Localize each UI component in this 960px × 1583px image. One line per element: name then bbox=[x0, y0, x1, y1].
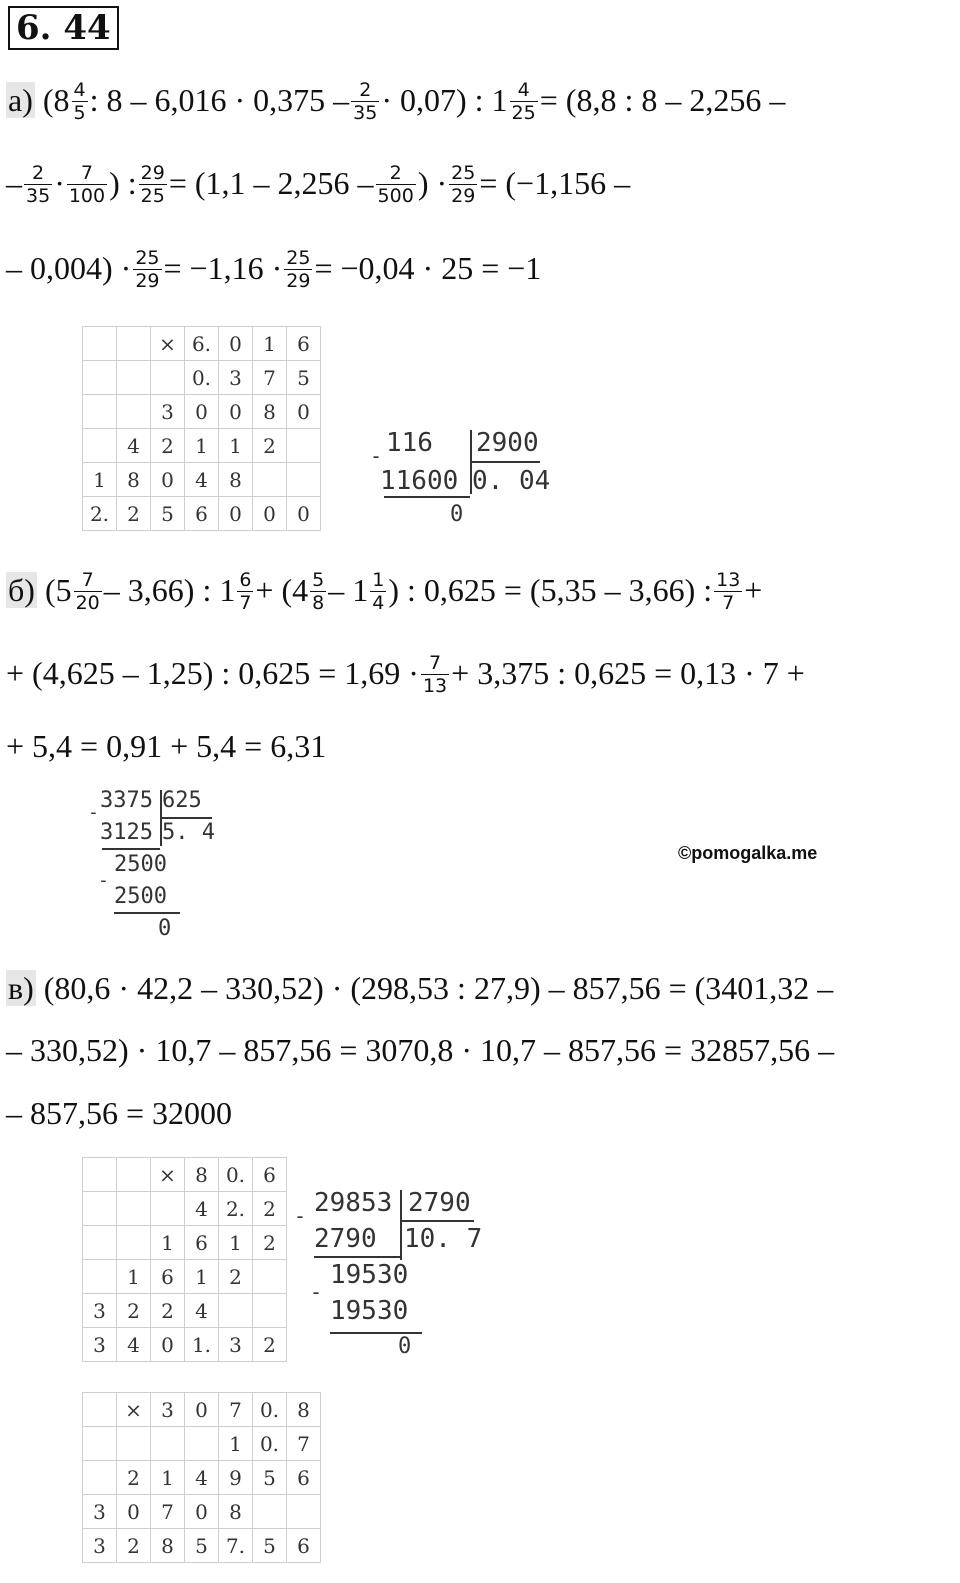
part-a-label: а) bbox=[8, 82, 33, 118]
grid-cell: 2 bbox=[253, 1192, 287, 1226]
grid-row bbox=[83, 395, 321, 429]
grid-cell bbox=[185, 1427, 219, 1461]
grid-cell: 2 bbox=[117, 1294, 151, 1328]
grid-cell: × bbox=[151, 1158, 185, 1192]
fraction: $\frac{7}{100}$ bbox=[68, 162, 106, 208]
grid-cell: 6 bbox=[151, 1260, 185, 1294]
grid-cell bbox=[117, 395, 151, 429]
grid-cell: 2. bbox=[83, 497, 117, 531]
grid-cell: 5 bbox=[287, 361, 321, 395]
grid-cell: 6 bbox=[185, 1226, 219, 1260]
part-a-line-3: – 0,004) · $\frac{25}{29}$ = −1,16 · $\frac{25}{29}$ = −0,04 · 25 = −1 bbox=[6, 247, 542, 293]
grid-cell: 1. bbox=[185, 1328, 219, 1362]
grid-cell bbox=[253, 1495, 287, 1529]
grid-cell bbox=[83, 361, 117, 395]
grid-cell: 2 bbox=[117, 1529, 151, 1563]
part-a-line-2: – $\frac{2}{35}$ · $\frac{7}{100}$ ) : $\frac{29}{25}$ = (1,1 – 2,256 – $\frac{2}{500}$ ) · $\frac{25}{29}$ = (−1,156 – bbox=[6, 162, 631, 208]
long-division-b: - 3375 625 3125 5. 4 2500 - 2500 0 bbox=[88, 788, 215, 941]
grid-cell: 1 bbox=[185, 429, 219, 463]
grid-cell: 3 bbox=[151, 1393, 185, 1427]
fraction: $\frac{25}{29}$ bbox=[451, 162, 476, 208]
grid-cell bbox=[83, 1427, 117, 1461]
grid-cell: 3 bbox=[83, 1495, 117, 1529]
grid-row bbox=[83, 1427, 321, 1461]
grid-row bbox=[83, 497, 321, 531]
grid-cell bbox=[287, 429, 321, 463]
grid-cell: 2. bbox=[219, 1192, 253, 1226]
long-division-c: - 29853 2790 2790 10. 7 19530 - 19530 0 bbox=[294, 1188, 483, 1359]
grid-cell: 6 bbox=[185, 497, 219, 531]
grid-cell bbox=[83, 1226, 117, 1260]
grid-cell: 0 bbox=[253, 497, 287, 531]
grid-row bbox=[83, 1529, 321, 1563]
grid-cell: 0 bbox=[185, 395, 219, 429]
grid-cell: 7 bbox=[219, 1393, 253, 1427]
grid-cell: 3 bbox=[83, 1529, 117, 1563]
grid-cell: 4 bbox=[185, 1294, 219, 1328]
grid-cell bbox=[83, 1260, 117, 1294]
grid-cell bbox=[287, 1495, 321, 1529]
grid-cell bbox=[219, 1294, 253, 1328]
grid-cell: 1 bbox=[253, 327, 287, 361]
grid-cell: 6. bbox=[185, 327, 219, 361]
grid-cell bbox=[151, 361, 185, 395]
part-c-label: в) bbox=[8, 970, 34, 1006]
grid-cell: 4 bbox=[117, 1328, 151, 1362]
grid-cell: 1 bbox=[219, 1427, 253, 1461]
grid-cell: 0 bbox=[117, 1495, 151, 1529]
fraction: $\frac{5}{8}$ bbox=[312, 569, 325, 615]
grid-cell: 1 bbox=[185, 1260, 219, 1294]
grid-row bbox=[83, 327, 321, 361]
part-a-line-1: а) (8 $\frac{4}{5}$ : 8 – 6,016 · 0,375 – $\frac{2}{35}$ · 0,07) : 1 $\frac{4}{25}$ = (8,8 : 8 – 2,256 – bbox=[8, 79, 786, 125]
grid-cell bbox=[83, 395, 117, 429]
grid-row bbox=[83, 1226, 287, 1260]
grid-cell: 0 bbox=[185, 1495, 219, 1529]
problem-number: 6. 44 bbox=[8, 6, 119, 50]
grid-cell: 8 bbox=[151, 1529, 185, 1563]
grid-cell: 0 bbox=[287, 395, 321, 429]
grid-row bbox=[83, 1192, 287, 1226]
grid-cell bbox=[83, 1461, 117, 1495]
grid-cell: × bbox=[117, 1393, 151, 1427]
fraction: $\frac{13}{7}$ bbox=[716, 569, 741, 615]
grid-cell bbox=[117, 1158, 151, 1192]
grid-cell: 1 bbox=[151, 1226, 185, 1260]
grid-cell: 8 bbox=[185, 1158, 219, 1192]
grid-cell: 6 bbox=[287, 1529, 321, 1563]
grid-row bbox=[83, 1461, 321, 1495]
grid-cell bbox=[83, 429, 117, 463]
grid-cell: 1 bbox=[151, 1461, 185, 1495]
grid-cell: 5 bbox=[151, 497, 185, 531]
fraction: $\frac{25}{29}$ bbox=[135, 247, 160, 293]
grid-cell: 9 bbox=[219, 1461, 253, 1495]
grid-cell: 4 bbox=[185, 463, 219, 497]
fraction: $\frac{1}{4}$ bbox=[372, 569, 385, 615]
grid-cell: 0 bbox=[219, 327, 253, 361]
grid-cell: 3 bbox=[83, 1294, 117, 1328]
grid-cell bbox=[151, 1192, 185, 1226]
grid-cell: 0 bbox=[219, 395, 253, 429]
grid-row bbox=[83, 1393, 321, 1427]
grid-cell: 4 bbox=[117, 429, 151, 463]
grid-cell: 1 bbox=[219, 1226, 253, 1260]
part-b-line-1: б) (5 $\frac{7}{20}$ – 3,66) : 1 $\frac{6}{7}$ + (4 $\frac{5}{8}$ – 1 $\frac{1}{4}$ ) : 0,625 = (5,35 – 3,66) : $\frac{13}{7}$ + bbox=[8, 569, 763, 615]
part-c-line-2: – 330,52) · 10,7 – 857,56 = 3070,8 · 10,7 – 857,56 = 32857,56 – bbox=[6, 1032, 835, 1068]
grid-cell: 8 bbox=[219, 463, 253, 497]
grid-cell bbox=[83, 1158, 117, 1192]
fraction: $\frac{7}{13}$ bbox=[422, 652, 448, 698]
grid-cell bbox=[117, 327, 151, 361]
part-b-label: б) bbox=[8, 572, 35, 608]
fraction: $\frac{4}{5}$ bbox=[73, 79, 86, 125]
grid-cell: 5 bbox=[253, 1529, 287, 1563]
grid-cell: 8 bbox=[287, 1393, 321, 1427]
grid-cell: 8 bbox=[117, 463, 151, 497]
grid-cell: 3 bbox=[219, 361, 253, 395]
grid-cell: 7. bbox=[219, 1529, 253, 1563]
grid-cell: 2 bbox=[117, 1461, 151, 1495]
grid-cell: 0 bbox=[151, 1328, 185, 1362]
grid-row bbox=[83, 1260, 287, 1294]
grid-cell: 2 bbox=[117, 497, 151, 531]
grid-cell: 2 bbox=[253, 429, 287, 463]
part-b-line-2: + (4,625 – 1,25) : 0,625 = 1,69 · $\frac{7}{13}$ + 3,375 : 0,625 = 0,13 · 7 + bbox=[6, 652, 805, 698]
fraction: $\frac{2}{35}$ bbox=[26, 162, 51, 208]
grid-cell: 8 bbox=[219, 1495, 253, 1529]
grid-row bbox=[83, 1158, 287, 1192]
grid-cell: 2 bbox=[253, 1226, 287, 1260]
grid-cell bbox=[83, 1393, 117, 1427]
grid-cell bbox=[287, 463, 321, 497]
grid-cell: 0 bbox=[151, 463, 185, 497]
grid-cell bbox=[117, 361, 151, 395]
grid-cell: 2 bbox=[253, 1328, 287, 1362]
grid-cell: 8 bbox=[253, 395, 287, 429]
part-c-line-3: – 857,56 = 32000 bbox=[6, 1095, 233, 1131]
grid-cell: × bbox=[151, 327, 185, 361]
grid-cell: 2 bbox=[151, 1294, 185, 1328]
grid-cell: 7 bbox=[151, 1495, 185, 1529]
grid-cell bbox=[83, 1192, 117, 1226]
grid-cell: 0. bbox=[253, 1427, 287, 1461]
fraction: $\frac{29}{25}$ bbox=[140, 162, 165, 208]
grid-cell: 6 bbox=[287, 1461, 321, 1495]
grid-row bbox=[83, 429, 321, 463]
grid-cell: 1 bbox=[219, 429, 253, 463]
fraction: $\frac{2}{500}$ bbox=[377, 162, 414, 208]
grid-cell: 6 bbox=[253, 1158, 287, 1192]
grid-cell: 0 bbox=[287, 497, 321, 531]
grid-cell: 0. bbox=[253, 1393, 287, 1427]
part-c-line-1: в) (80,6 · 42,2 – 330,52) · (298,53 : 27,9) – 857,56 = (3401,32 – bbox=[8, 970, 834, 1006]
grid-cell: 5 bbox=[185, 1529, 219, 1563]
grid-cell bbox=[253, 1294, 287, 1328]
grid-cell: 0 bbox=[219, 497, 253, 531]
grid-cell: 3 bbox=[83, 1328, 117, 1362]
grid-cell: 0. bbox=[219, 1158, 253, 1192]
fraction: $\frac{7}{20}$ bbox=[75, 569, 100, 615]
grid-cell: 7 bbox=[287, 1427, 321, 1461]
grid-row bbox=[83, 1294, 287, 1328]
part-b-line-3: + 5,4 = 0,91 + 5,4 = 6,31 bbox=[6, 728, 327, 764]
grid-cell: 2 bbox=[219, 1260, 253, 1294]
grid-cell: 4 bbox=[185, 1461, 219, 1495]
watermark: ©pomogalka.me bbox=[678, 843, 818, 863]
grid-cell: 2 bbox=[151, 429, 185, 463]
grid-cell bbox=[83, 327, 117, 361]
fraction: $\frac{2}{35}$ bbox=[353, 79, 378, 125]
grid-cell bbox=[117, 1427, 151, 1461]
fraction: $\frac{6}{7}$ bbox=[239, 569, 252, 615]
grid-row bbox=[83, 463, 321, 497]
grid-cell bbox=[253, 1260, 287, 1294]
grid-cell: 0. bbox=[185, 361, 219, 395]
multiplication-grid-c-2 bbox=[82, 1392, 321, 1563]
grid-cell: 4 bbox=[185, 1192, 219, 1226]
grid-row bbox=[83, 1328, 287, 1362]
grid-cell: 1 bbox=[83, 463, 117, 497]
fraction: $\frac{4}{25}$ bbox=[511, 79, 536, 125]
grid-cell bbox=[151, 1427, 185, 1461]
grid-cell bbox=[117, 1192, 151, 1226]
grid-cell: 7 bbox=[253, 361, 287, 395]
grid-row bbox=[83, 1495, 321, 1529]
grid-cell: 6 bbox=[287, 327, 321, 361]
grid-cell: 3 bbox=[219, 1328, 253, 1362]
grid-cell bbox=[117, 1226, 151, 1260]
long-division-a: - 116 2900 11600 0. 04 0 bbox=[370, 428, 551, 527]
grid-cell bbox=[253, 463, 287, 497]
multiplication-grid-a bbox=[82, 326, 321, 531]
grid-cell: 0 bbox=[185, 1393, 219, 1427]
grid-cell: 5 bbox=[253, 1461, 287, 1495]
fraction: $\frac{25}{29}$ bbox=[286, 247, 311, 293]
grid-row bbox=[83, 361, 321, 395]
grid-cell: 1 bbox=[117, 1260, 151, 1294]
multiplication-grid-c-1 bbox=[82, 1157, 287, 1362]
grid-cell: 3 bbox=[151, 395, 185, 429]
